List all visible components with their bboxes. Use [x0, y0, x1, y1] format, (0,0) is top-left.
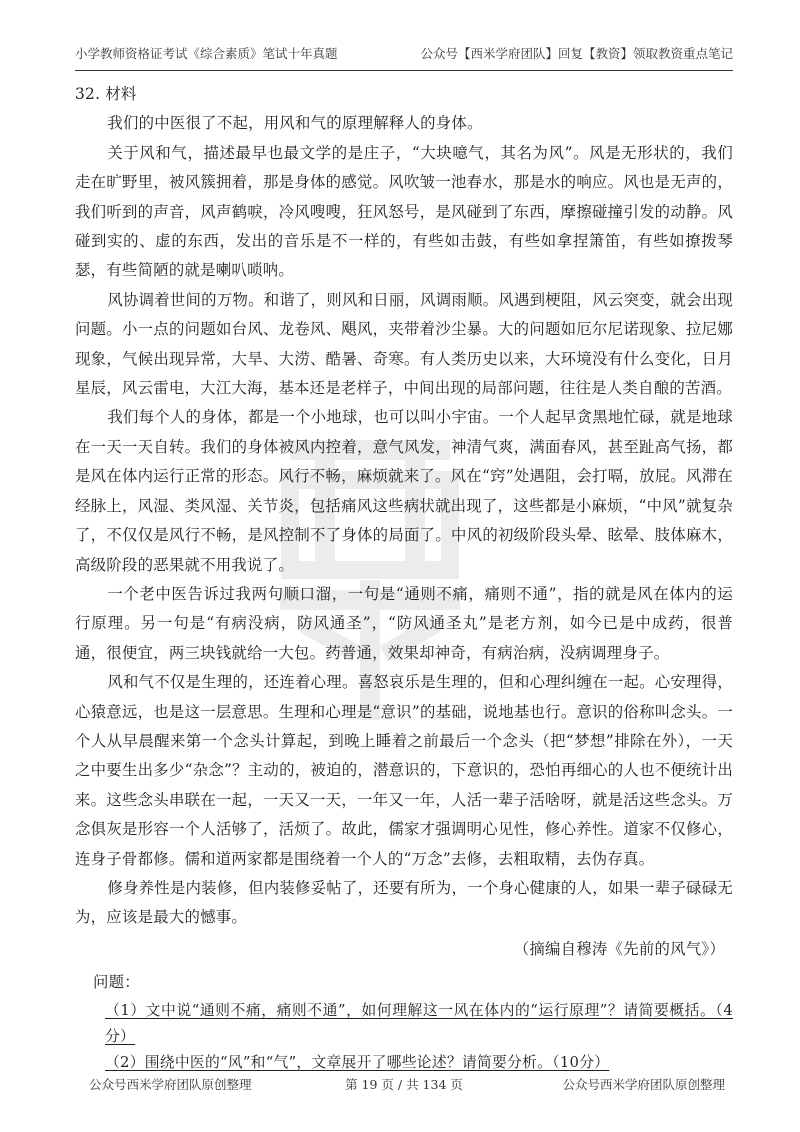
paragraph: 关于风和气，描述最早也最文学的是庄子，“大块噫气，其名为风”。风是无形状的，我们走在旷野里，被风簇拥着，那是身体的感觉。风吹皱一池春水，那是水的响应。风也是无声的，我们听到的声音，风声鹤唳，冷风嗖嗖，狂风怒号，是风碰到了东西，摩擦碰撞引发的动静。风碰到实的、虚的东西，发出的音乐是不一样的，有些如击鼓，有些如拿捏箫笛，有些如撩拨琴瑟，有些简陋的就是喇叭唢呐。: [75, 143, 733, 280]
main-content: [75, 80, 733, 1076]
question-label: 问题：: [93, 973, 140, 992]
question-item: （2）围绕中医的“风”和“气”，文章展开了哪些论述？请简要分析。（10分）: [105, 1053, 610, 1071]
question-number: 32. 材料: [75, 85, 137, 103]
paragraph: 修身养性是内装修，但内装修妥帖了，还要有所为，一个身心健康的人，如果一辈子碌碌无为，应该是最大的憾事。: [75, 878, 733, 927]
header-promo: 公众号【西米学府团队】回复【教资】领取教资重点笔记: [420, 46, 733, 61]
footer-credit-right: 公众号西米学府团队原创整理: [562, 1077, 725, 1092]
paragraph: 风协调着世间的万物。和谐了，则风和日丽，风调雨顺。风遇到梗阻，风云突变，就会出现问题。小一点的问题如台风、龙卷风、飓风，夹带着沙尘暴。大的问题如厄尔尼诺现象、拉尼娜现象，气候出现异常，大旱、大涝、酷暑、奇寒。有人类历史以来，大环境没有什么变化，日月星辰，风云雷电，大江大海，基本还是老样子，中间出现的局部问题，往往是人类自酿的苦酒。: [75, 290, 733, 398]
source-citation: （摘编自穆涛《先前的风气》）: [513, 939, 725, 958]
header-divider: [75, 70, 733, 71]
paragraph: 一个老中医告诉过我两句顺口溜，一句是“通则不痛，痛则不通”，指的就是风在体内的运行原理。另一句是“有病没病，防风通圣”，“防风通圣丸”是老方剂，如今已是中成药，很普通，很便宜，两三块钱就给一大包。药普通，效果却神奇，有病治病，没病调理身子。: [75, 584, 733, 662]
footer-credit-left: 公众号西米学府团队原创整理: [89, 1077, 252, 1092]
paragraph: 我们每个人的身体，都是一个小地球，也可以叫小宇宙。一个人起早贪黑地忙碌，就是地球在一天一天自转。我们的身体被风内控着，意气风发，神清气爽，满面春风，甚至趾高气扬，都是风在体内运行正常的形态。风行不畅，麻烦就来了。风在“窍”处遇阻，会打嗝，放屁。风滞在经脉上，风湿、类风湿、关节炎，包括痛风这些病状就出现了，这些都是小麻烦，“中风”就复杂了，不仅仅是风行不畅，是风控制不了身体的局面了。中风的初级阶段头晕、眩晕、肢体麻木，高级阶段的恶果就不用我说了。: [75, 408, 733, 574]
paragraph: 我们的中医很了不起，用风和气的原理解释人的身体。: [107, 114, 483, 133]
paragraph: 风和气不仅是生理的，还连着心理。喜怒哀乐是生理的，但和心理纠缠在一起。心安理得，心猿意远，也是这一层意思。生理和心理是“意识”的基础，说地基也行。意识的俗称叫念头。一个人从早晨醒来第一个念头计算起，到晚上睡着之前最后一个念头（把“梦想”排除在外），一天之中要生出多少“杂念”？主动的，被迫的，潜意识的，下意识的，恐怕再细心的人也不便统计出来。这些念头串联在一起，一天又一天，一年又一年，人活一辈子活啥呀，就是活这些念头。万念俱灰是形容一个人活够了，活烦了。故此，儒家才强调明心见性，修心养性。道家不仅修心，连身子骨都修。儒和道两家都是围绕着一个人的“万念”去修，去粗取精，去伪存真。: [75, 673, 733, 868]
question-item: （1）文中说“通则不痛，痛则不通”，如何理解这一风在体内的“运行原理”？请简要概括。（4分）: [105, 1001, 733, 1045]
page-number: 第 19 页 / 共 134 页: [345, 1077, 463, 1092]
header-title: 小学教师资格证考试《综合素质》笔试十年真题: [75, 46, 338, 61]
